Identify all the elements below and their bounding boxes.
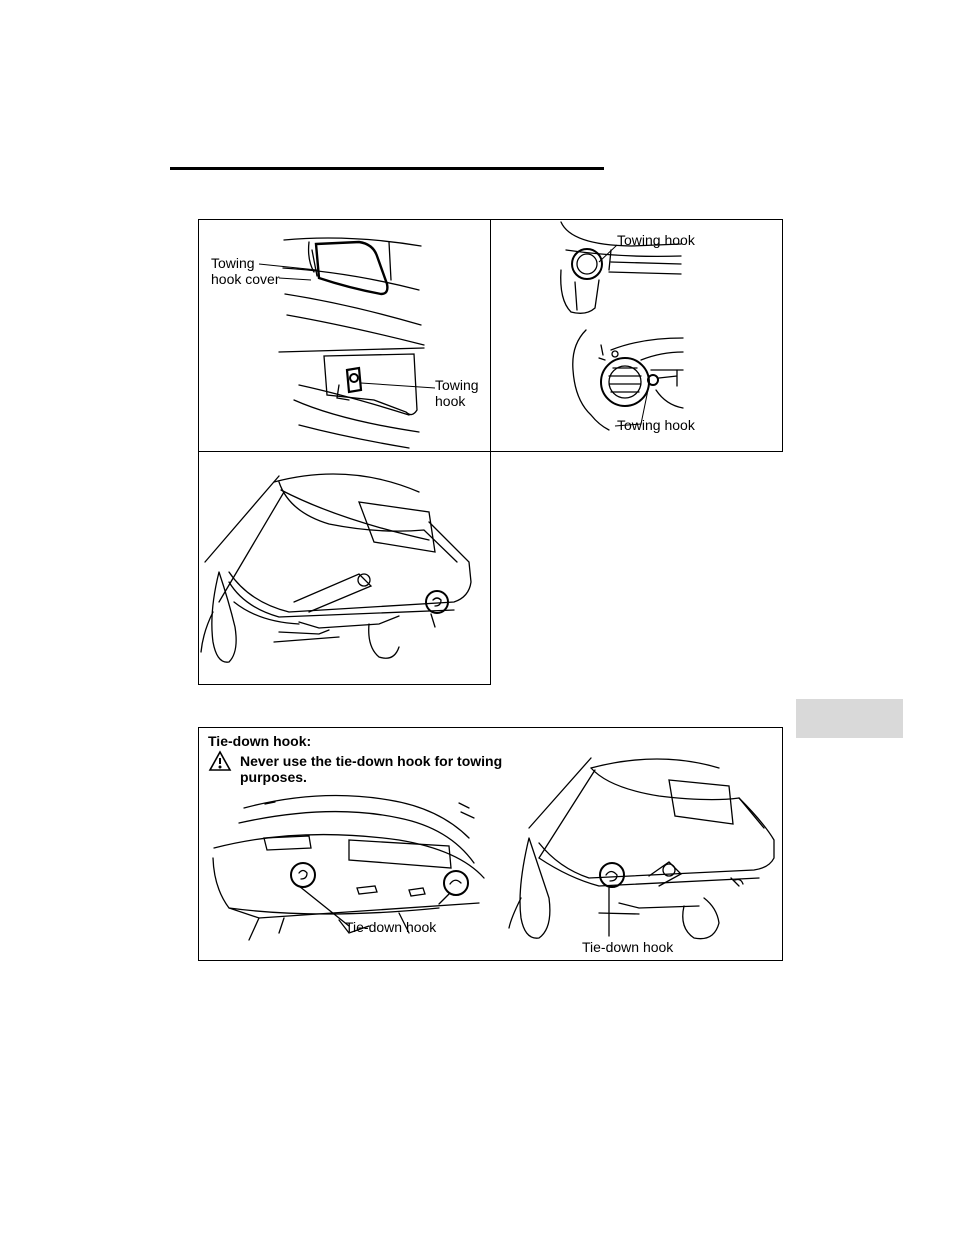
figure-rear-towing-hook <box>198 451 491 685</box>
towing-hook-bottom-label: Towing hook <box>617 417 695 433</box>
figure-front-towing-hook-cover <box>198 219 491 452</box>
tie-down-illustrations <box>199 728 784 962</box>
tie-down-hook-left-label: Tie-down hook <box>345 919 437 935</box>
tie-down-heading: Tie-down hook: <box>208 733 312 749</box>
towing-hook-label-1: Towing <box>435 377 479 393</box>
towing-hook-top-label: Towing hook <box>617 232 695 248</box>
towing-hook-cover-label-2: hook cover <box>211 271 280 287</box>
leader-lines <box>199 220 492 453</box>
towing-hook-cover-label-1: Towing <box>211 255 255 271</box>
chapter-tab <box>796 699 903 738</box>
figure-front-towing-hook-location <box>490 219 783 452</box>
figure-tie-down-hook <box>198 727 783 961</box>
warning-text-line-1: Never use the tie-down hook for towing <box>240 753 503 769</box>
section-rule <box>170 167 604 170</box>
towing-hook-label-2: hook <box>435 393 466 409</box>
rear-car-illustration <box>199 452 492 686</box>
warning-text-line-2: purposes. <box>240 769 307 785</box>
tie-down-hook-right-label: Tie-down hook <box>582 939 674 955</box>
